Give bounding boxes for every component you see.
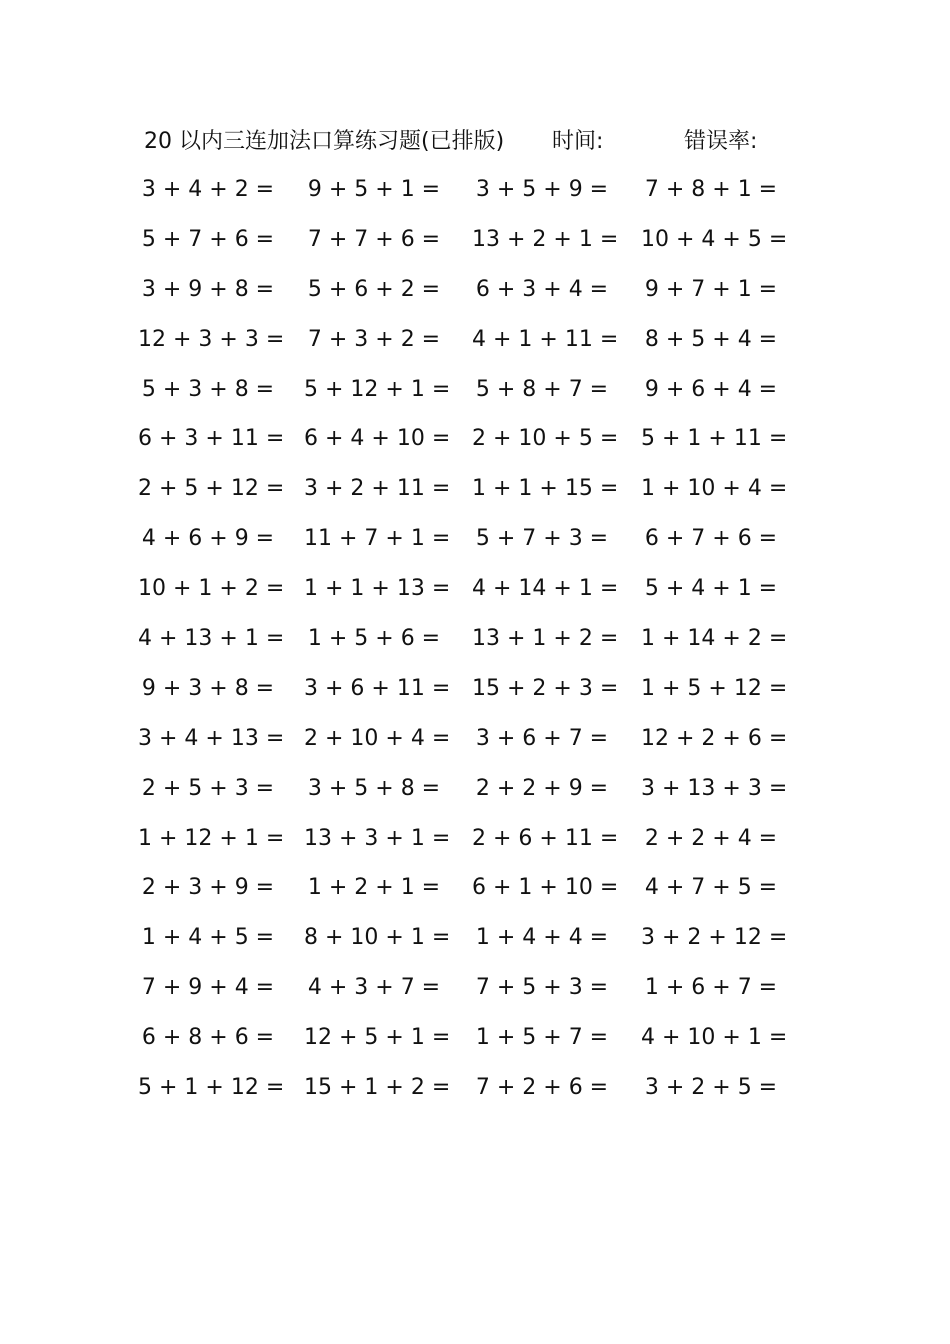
problem-row [0,918,950,968]
problem-cell: 3 + 9 + 8 = [141,276,275,302]
problem-cell: 2 + 10 + 4 = [304,725,451,751]
problem-row [0,968,950,1018]
problem-cell: 1 + 1 + 13 = [304,576,451,602]
problem-cell: 3 + 2 + 5 = [644,1075,778,1101]
problem-row [0,220,950,270]
problem-cell: 3 + 2 + 12 = [641,925,788,951]
problem-cell: 4 + 1 + 11 = [472,326,619,352]
problem-row [0,1018,950,1068]
problem-cell: 11 + 7 + 1 = [304,526,451,552]
problem-cell: 7 + 8 + 1 = [644,177,778,202]
problem-cell: 13 + 2 + 1 = [472,226,619,252]
problem-cell: 2 + 5 + 12 = [138,476,285,502]
problem-row [0,819,950,869]
problem-cell: 1 + 4 + 5 = [141,925,275,951]
problem-cell: 5 + 7 + 3 = [475,526,609,552]
problem-cell: 6 + 1 + 10 = [472,875,619,901]
problem-cell: 6 + 7 + 6 = [644,526,778,552]
problem-row [0,469,950,519]
problem-cell: 4 + 7 + 5 = [644,875,778,901]
problem-cell: 1 + 5 + 6 = [307,626,441,652]
problem-cell: 7 + 2 + 6 = [475,1075,609,1101]
problem-cell: 15 + 1 + 2 = [304,1075,451,1101]
problem-cell: 1 + 4 + 4 = [475,925,609,951]
problem-cell: 5 + 8 + 7 = [475,376,609,402]
problem-cell: 5 + 12 + 1 = [304,376,451,402]
problem-row [0,868,950,918]
problem-row [0,370,950,420]
problem-cell: 1 + 5 + 7 = [475,1025,609,1051]
problem-cell: 15 + 2 + 3 = [472,675,619,701]
problem-row [0,619,950,669]
problem-cell: 3 + 6 + 7 = [475,725,609,751]
problem-cell: 4 + 13 + 1 = [138,626,285,652]
problem-row [0,719,950,769]
problem-row [0,669,950,719]
problem-cell: 13 + 1 + 2 = [472,626,619,652]
problem-cell: 5 + 6 + 2 = [307,276,441,302]
problem-cell: 2 + 10 + 5 = [472,426,619,452]
problem-row [0,419,950,469]
problem-cell: 3 + 5 + 8 = [307,775,441,801]
problem-row [0,569,950,619]
problem-row [0,1068,950,1118]
problem-cell: 1 + 10 + 4 = [641,476,788,502]
problem-cell: 13 + 3 + 1 = [304,825,451,851]
problem-cell: 4 + 3 + 7 = [307,975,441,1001]
problem-cell: 12 + 2 + 6 = [641,725,788,751]
problem-row [0,769,950,819]
problem-cell: 3 + 6 + 11 = [304,675,451,701]
time-label: 时间: [552,129,604,154]
worksheet-header [0,124,950,160]
problem-cell: 1 + 1 + 15 = [472,476,619,502]
problem-cell: 3 + 13 + 3 = [641,775,788,801]
problem-row [0,320,950,370]
problem-cell: 6 + 4 + 10 = [304,426,451,452]
problem-cell: 6 + 8 + 6 = [141,1025,275,1051]
problem-cell: 6 + 3 + 4 = [475,276,609,302]
problem-cell: 7 + 9 + 4 = [141,975,275,1001]
problem-cell: 3 + 4 + 13 = [138,725,285,751]
problem-cell: 1 + 5 + 12 = [641,675,788,701]
problem-cell: 9 + 6 + 4 = [644,376,778,402]
problem-cell: 4 + 6 + 9 = [141,526,275,552]
problem-cell: 1 + 2 + 1 = [307,875,441,901]
problem-cell: 7 + 7 + 6 = [307,226,441,252]
problem-cell: 3 + 5 + 9 = [475,177,609,202]
problem-cell: 5 + 3 + 8 = [141,376,275,402]
problem-cell: 2 + 5 + 3 = [141,775,275,801]
problem-cell: 5 + 4 + 1 = [644,576,778,602]
problem-cell: 4 + 14 + 1 = [472,576,619,602]
problem-cell: 1 + 6 + 7 = [644,975,778,1001]
worksheet-title: 20 以内三连加法口算练习题(已排版) [144,129,505,154]
problem-cell: 3 + 4 + 2 = [141,177,275,202]
problem-cell: 5 + 1 + 12 = [138,1075,285,1101]
problem-row [0,270,950,320]
problem-cell: 12 + 5 + 1 = [304,1025,451,1051]
problem-grid [0,170,950,1118]
problem-cell: 10 + 4 + 5 = [641,226,788,252]
problem-cell: 9 + 5 + 1 = [307,177,441,202]
problem-row [0,519,950,569]
problem-cell: 8 + 5 + 4 = [644,326,778,352]
problem-cell: 5 + 1 + 11 = [641,426,788,452]
problem-cell: 4 + 10 + 1 = [641,1025,788,1051]
problem-cell: 1 + 12 + 1 = [138,825,285,851]
problem-cell: 5 + 7 + 6 = [141,226,275,252]
problem-cell: 7 + 5 + 3 = [475,975,609,1001]
problem-cell: 12 + 3 + 3 = [138,326,285,352]
problem-cell: 7 + 3 + 2 = [307,326,441,352]
problem-cell: 2 + 2 + 4 = [644,825,778,851]
problem-cell: 9 + 3 + 8 = [141,675,275,701]
problem-cell: 8 + 10 + 1 = [304,925,451,951]
problem-cell: 10 + 1 + 2 = [138,576,285,602]
problem-cell: 2 + 2 + 9 = [475,775,609,801]
problem-row [0,170,950,220]
problem-cell: 3 + 2 + 11 = [304,476,451,502]
problem-cell: 2 + 6 + 11 = [472,825,619,851]
error-rate-label: 错误率: [684,129,758,154]
problem-cell: 1 + 14 + 2 = [641,626,788,652]
problem-cell: 2 + 3 + 9 = [141,875,275,901]
problem-cell: 9 + 7 + 1 = [644,276,778,302]
problem-cell: 6 + 3 + 11 = [138,426,285,452]
